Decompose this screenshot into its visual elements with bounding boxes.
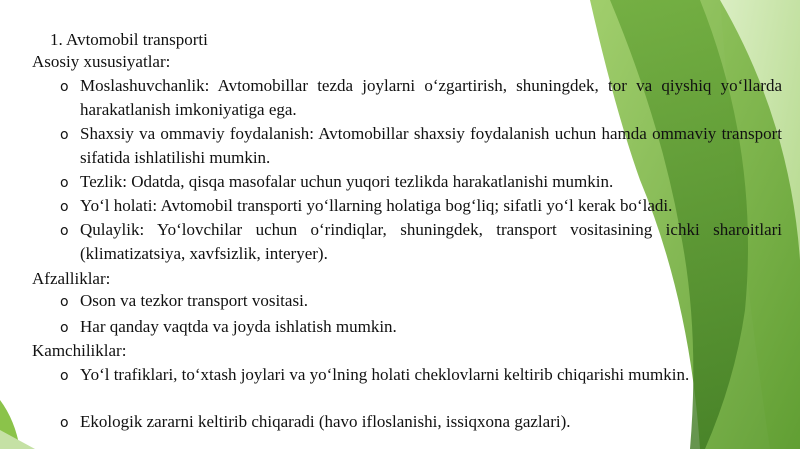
advantages-title: Afzalliklar: — [32, 269, 111, 288]
bullet-marker: o — [60, 223, 69, 239]
advantages-item: Oson va tezkor transport vositasi. — [80, 291, 309, 310]
features-item-yol-holati: Yo‘l holati: Avtomobil transporti yo‘llarning holatiga bog‘liq; sifatli yo‘l kerak bo‘ladi. — [80, 196, 673, 215]
features-item-moslashuvchanlik: Moslashuvchanlik: Avtomobillar tezda joylarni o‘zgartirish, shuningdek, tor va qiyshiq yo‘llarda harakatlanish imkoniyatiga ega. — [80, 76, 782, 119]
features-item-tezlik: Tezlik: Odatda, qisqa masofalar uchun yuqori tezlikda harakatlanishi mumkin. — [80, 172, 614, 191]
advantages-item: Har qanday vaqtda va joyda ishlatish mumkin. — [80, 317, 397, 336]
disadvantages-item: Ekologik zararni keltirib chiqaradi (havo ifloslanishi, issiqxona gazlari). — [80, 412, 571, 431]
bullet-marker: o — [60, 415, 69, 431]
bullet-marker: o — [60, 294, 69, 310]
bullet-marker: o — [60, 320, 69, 336]
bullet-marker: o — [60, 199, 69, 215]
features-item-shaxsiy: Shaxsiy va ommaviy foydalanish: Avtomobillar shaxsiy foydalanish uchun hamda ommaviy transport sifatida ishlatilishi mumkin. — [80, 124, 782, 167]
bullet-marker: o — [60, 368, 69, 384]
bullet-marker: o — [60, 79, 69, 95]
bullet-marker: o — [60, 175, 69, 191]
features-title: Asosiy xususiyatlar: — [32, 52, 171, 71]
features-item-qulaylik: Qulaylik: Yo‘lovchilar uchun o‘rindiqlar, shuningdek, transport vositasining ichki sharoitlari (klimatizatsiya, xavfsizlik, interyer). — [80, 220, 782, 263]
slide-heading: 1. Avtomobil transporti — [50, 30, 208, 49]
disadvantages-title: Kamchiliklar: — [32, 341, 127, 360]
bullet-marker: o — [60, 127, 69, 143]
disadvantages-item: Yo‘l trafiklari, to‘xtash joylari va yo‘lning holati cheklovlarni keltirib chiqarishi mumkin. — [80, 365, 690, 384]
